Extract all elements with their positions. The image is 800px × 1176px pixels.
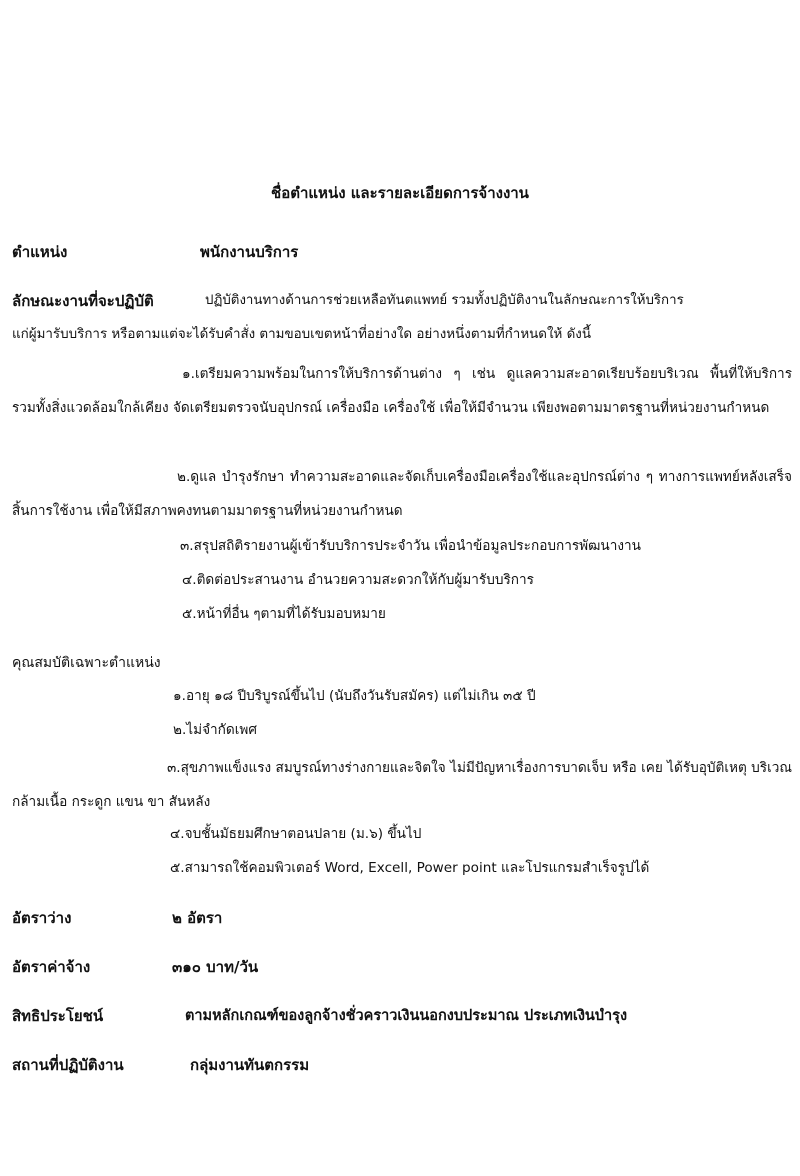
duty-item-4: ๔.ติดต่อประสานงาน อำนวยความสะดวกให้กับผู้มารับบริการ	[182, 572, 534, 588]
qualifications-label: คุณสมบัติเฉพาะตำแหน่ง	[12, 655, 161, 671]
qualification-item-3: ๓.สุขภาพแข็งแรง สมบูรณ์ทางร่างกายและจิตใจ ไม่มีปัญหาเรื่องการบาดเจ็บ หรือ เคย ได้รับอุบัติเหตุ บริเวณกล้ามเนื้อ กระดูก แขน ขา สันหลัง	[12, 760, 792, 810]
vacancies-value: ๒ อัตรา	[172, 909, 223, 927]
workplace-label: สถานที่ปฏิบัติงาน	[12, 1056, 124, 1074]
qualification-item-4: ๔.จบชั้นมัธยมศึกษาตอนปลาย (ม.๖) ขึ้นไป	[170, 826, 422, 842]
duties-intro-line1: ปฏิบัติงานทางด้านการช่วยเหลือทันตแพทย์ รวมทั้งปฏิบัติงานในลักษณะการให้บริการ	[205, 293, 684, 308]
vacancies-label: อัตราว่าง	[12, 909, 72, 927]
qualification-item-1: ๑.อายุ ๑๘ ปีบริบูรณ์ขึ้นไป (นับถึงวันรับสมัคร) แต่ไม่เกิน ๓๕ ปี	[173, 688, 536, 704]
document-title: ชื่อตำแหน่ง และรายละเอียดการจ้างงาน	[271, 184, 529, 202]
wage-value: ๓๑๐ บาท/วัน	[172, 958, 259, 976]
benefits-label: สิทธิประโยชน์	[12, 1007, 104, 1025]
duty-item-1: ๑.เตรียมความพร้อมในการให้บริการด้านต่าง ๆ เช่น ดูแลความสะอาดเรียบร้อยบริเวณ พื้นที่ให้บริการ รวมทั้งสิ่งแวดล้อมใกล้เคียง จัดเตรียมตรวจนับอุปกรณ์ เครื่องมือ เครื่องใช้ เพื่อให้มีจำนวน เพียงพอตามมาตรฐานที่หน่วยงานกำหนด	[12, 366, 792, 416]
qualification-item-5: ๕.สามารถใช้คอมพิวเตอร์ Word, Excell, Power point และโปรแกรมสำเร็จรูปได้	[170, 860, 650, 876]
duty-item-5: ๕.หน้าที่อื่น ๆตามที่ได้รับมอบหมาย	[182, 606, 386, 622]
benefits-value: ตามหลักเกณฑ์ของลูกจ้างชั่วคราวเงินนอกงบประมาณ ประเภทเงินบำรุง	[185, 1008, 628, 1024]
duty-item-2: ๒.ดูแล บำรุงรักษา ทำความสะอาดและจัดเก็บเครื่องมือเครื่องใช้และอุปกรณ์ต่าง ๆ ทางการแพทย์หลังเสร็จสิ้นการใช้งาน เพื่อให้มีสภาพคงทนตามมาตรฐานที่หน่วยงานกำหนด	[12, 469, 792, 519]
duty-item-3: ๓.สรุปสถิติรายงานผู้เข้ารับบริการประจำวัน เพื่อนำข้อมูลประกอบการพัฒนางาน	[180, 538, 641, 554]
duties-intro-line2: แก่ผู้มารับบริการ หรือตามแต่จะได้รับคำสั่ง ตามขอบเขตหน้าที่อย่างใด อย่างหนึ่งตามที่กำหนดให้ ดังนี้	[12, 327, 592, 342]
workplace-value: กลุ่มงานทันตกรรม	[190, 1056, 310, 1074]
duties-label: ลักษณะงานที่จะปฏิบัติ	[12, 292, 154, 310]
position-value: พนักงานบริการ	[200, 243, 299, 261]
wage-label: อัตราค่าจ้าง	[12, 958, 91, 976]
position-label: ตำแหน่ง	[12, 243, 68, 261]
qualification-item-2: ๒.ไม่จำกัดเพศ	[173, 722, 257, 738]
